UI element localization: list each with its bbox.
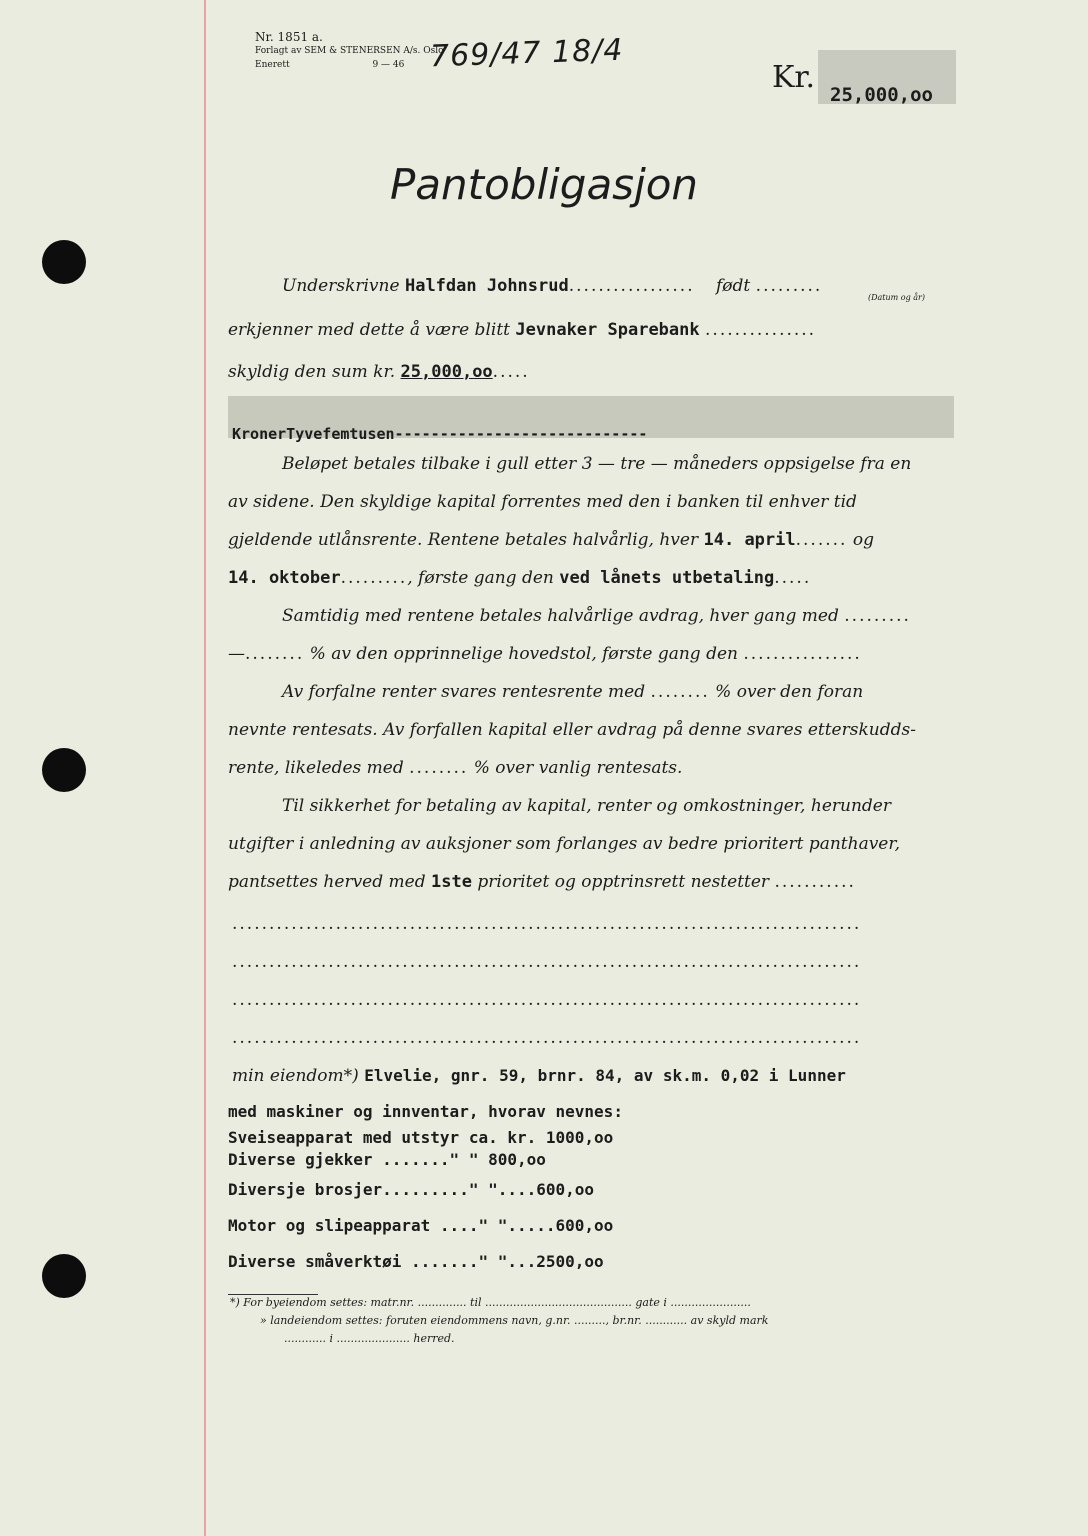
sum-line <box>228 362 530 382</box>
dots: ..... <box>774 568 812 588</box>
dots: ........... <box>774 872 856 892</box>
dots: ....... <box>795 530 848 550</box>
text: Av forfalne renter svares rentesrente med <box>282 682 646 702</box>
para4-line2: utgifter i anledning av auksjoner som forlanges av bedre prioritert panthaver, <box>228 834 901 854</box>
dots: ............... <box>705 320 817 340</box>
dotted-line-4: ..................................................................................... <box>232 1028 862 1048</box>
property-value: Elvelie, gnr. 59, brnr. 84, av sk.m. 0,02 i Lunner <box>364 1066 846 1085</box>
footnote-line-2: » landeiendom settes: foruten eiendommens navn, g.nr. ........., br.nr. ............ av skyld mark <box>260 1314 769 1327</box>
para4-line1: Til sikkerhet for betaling av kapital, renter og omkostninger, herunder <box>282 796 891 816</box>
first-time-value: ved lånets utbetaling <box>559 568 775 588</box>
date-note: (Datum og år) <box>868 293 925 302</box>
publisher-line: Forlagt av SEM & STENERSEN A/s. Oslo <box>255 46 444 56</box>
dots: ......... <box>755 276 823 296</box>
publisher-rights: Enerett <box>255 60 290 70</box>
para1-line2: av sidene. Den skyldige kapital forrentes med den i banken til enhver tid <box>228 492 857 512</box>
text: prioritet og opptrinsrett nestetter <box>477 872 770 892</box>
dots: ..... <box>492 362 530 382</box>
typed-line-1: med maskiner og innventar, hvorav nevnes: <box>228 1102 623 1121</box>
creditor-line <box>228 320 816 340</box>
creditor-name: Jevnaker Sparebank <box>515 320 700 340</box>
creditor-label: erkjenner med dette å være blitt <box>228 320 510 340</box>
footnote-line-3: ............ i ..................... herred. <box>284 1332 455 1345</box>
first-time-label: , første gang den <box>407 568 554 588</box>
para3-line1 <box>282 682 863 702</box>
interest-date-2: 14. oktober <box>228 568 341 588</box>
dots: ........ <box>650 682 710 702</box>
dots: ................ <box>743 644 862 664</box>
footnote-rule <box>228 1294 318 1295</box>
para3-line3 <box>228 758 682 778</box>
para4-line3 <box>228 872 856 892</box>
kr-label: Kr. <box>772 60 815 95</box>
typed-line-6: Diverse småverktøi ......." "...2500,oo <box>228 1252 604 1271</box>
text: rente, likeledes med <box>228 758 404 778</box>
para1-line3 <box>228 530 874 550</box>
text: % over vanlig rentesats. <box>473 758 683 778</box>
debtor-label: Underskrivne <box>282 276 400 296</box>
dotted-line-2: ..................................................................................... <box>232 952 862 972</box>
sum-label: skyldig den sum kr. <box>228 362 396 382</box>
punch-hole-middle <box>42 748 86 792</box>
typed-line-3: Diverse gjekker ......." " 800,oo <box>228 1150 546 1169</box>
dotted-line-1: ..................................................................................... <box>232 914 862 934</box>
para2-line2 <box>228 644 862 664</box>
dots: ........ <box>245 644 305 664</box>
text: % av den opprinnelige hovedstol, første gang den <box>309 644 738 664</box>
footnote-line-1: *) For byeiendom settes: matr.nr. .............. til .......................................... gate i ....................... <box>230 1296 751 1309</box>
debtor-name: Halfdan Johnsrud <box>404 276 569 296</box>
interest-label: gjeldende utlånsrente. Rentene betales halvårlig, hver <box>228 530 699 550</box>
text: % over den foran <box>715 682 864 702</box>
punch-hole-top <box>42 240 86 284</box>
form-number: Nr. 1851 a. <box>255 30 323 44</box>
kr-amount: 25,000,oo <box>830 84 933 106</box>
born-label: født <box>716 276 751 296</box>
dots: ........ <box>409 758 469 778</box>
property-label: min eiendom*) <box>232 1066 359 1086</box>
dots: ......... <box>340 568 408 588</box>
dots: ................. <box>568 276 695 296</box>
text: — <box>228 644 245 664</box>
typed-line-5: Motor og slipeapparat ...." ".....600,oo <box>228 1216 614 1235</box>
dotted-line-3: ..................................................................................... <box>232 990 862 1010</box>
dots: ......... <box>844 606 911 626</box>
debtor-line <box>282 276 822 296</box>
form-header <box>255 30 444 72</box>
punch-hole-bottom <box>42 1254 86 1298</box>
priority-value: 1ste <box>431 872 472 892</box>
text: Samtidig med rentene betales halvårlige avdrag, hver gang med <box>282 606 839 626</box>
para1-line1: Beløpet betales tilbake i gull etter 3 — tre — måneders oppsigelse fra en <box>282 454 912 474</box>
document-title: Pantobligasjon <box>389 160 699 209</box>
interest-date-1: 14. april <box>703 530 796 550</box>
typed-line-2: Sveiseapparat med utstyr ca. kr. 1000,oo <box>228 1128 614 1147</box>
amount-in-words: KronerTyvefemtusen---------------------------- <box>232 425 648 443</box>
sum-value: 25,000,oo <box>400 362 493 382</box>
para3-line2: nevnte rentesats. Av forfallen kapital eller avdrag på denne svares etterskudds- <box>228 720 916 740</box>
and-label: og <box>852 530 874 550</box>
para1-line4 <box>228 568 811 588</box>
typed-line-4: Diversje brosjer........." "....600,oo <box>228 1180 595 1199</box>
para2-line1 <box>282 606 911 626</box>
margin-line <box>204 0 206 1536</box>
publisher-date: 9 — 46 <box>372 60 405 70</box>
property-line <box>232 1066 846 1086</box>
handwritten-reference: 769/47 18/4 <box>429 32 625 75</box>
text: pantsettes herved med <box>228 872 426 892</box>
